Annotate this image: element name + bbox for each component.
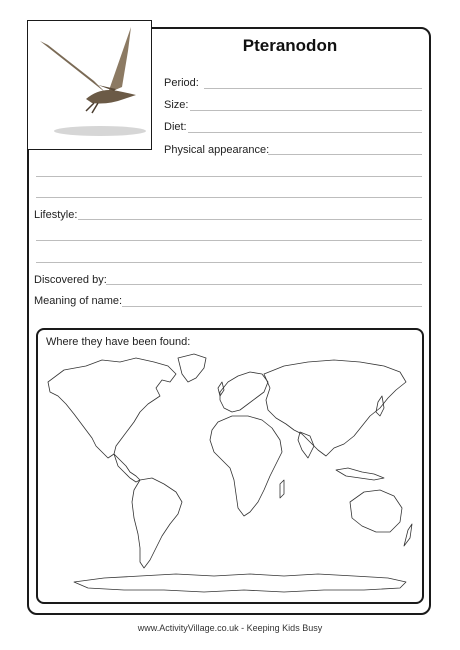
map-panel bbox=[36, 328, 424, 604]
britain-outline bbox=[218, 382, 224, 396]
discovered-by-line[interactable] bbox=[106, 284, 422, 285]
size-label: Size: bbox=[164, 99, 189, 111]
size-line[interactable] bbox=[190, 110, 422, 111]
period-line[interactable] bbox=[204, 88, 422, 89]
lifestyle-line[interactable] bbox=[78, 219, 422, 220]
right-wing-shape bbox=[108, 27, 131, 93]
left-wing-shape bbox=[40, 41, 106, 93]
period-label: Period: bbox=[164, 77, 199, 89]
africa-outline bbox=[210, 416, 282, 516]
physical-appearance-line-3[interactable] bbox=[36, 197, 422, 198]
meaning-of-name-line[interactable] bbox=[122, 306, 422, 307]
body-shape bbox=[86, 90, 136, 104]
map-label: Where they have been found: bbox=[46, 336, 191, 348]
australia-outline bbox=[350, 490, 402, 532]
footer-text: www.ActivityVillage.co.uk - Keeping Kids Busy bbox=[137, 623, 323, 633]
greenland-outline bbox=[178, 354, 206, 382]
lifestyle-label: Lifestyle: bbox=[34, 209, 78, 221]
india-outline bbox=[298, 432, 314, 458]
europe-outline bbox=[220, 372, 268, 412]
indonesia-outline bbox=[336, 468, 384, 480]
physical-appearance-label: Physical appearance: bbox=[164, 144, 270, 156]
world-map bbox=[44, 352, 416, 600]
japan-outline bbox=[376, 396, 384, 416]
legs-shape bbox=[86, 103, 98, 113]
asia-outline bbox=[264, 360, 406, 456]
new-zealand-outline bbox=[404, 524, 412, 546]
page-title: Pteranodon bbox=[242, 36, 338, 55]
diet-label: Diet: bbox=[164, 121, 187, 133]
discovered-by-label: Discovered by: bbox=[34, 274, 107, 286]
meaning-of-name-label: Meaning of name: bbox=[34, 295, 123, 307]
shadow-shape bbox=[54, 126, 146, 136]
madagascar-outline bbox=[280, 480, 284, 498]
central-america-outline bbox=[114, 454, 140, 482]
diet-line[interactable] bbox=[188, 132, 422, 133]
physical-appearance-line[interactable] bbox=[268, 154, 422, 155]
antarctica-outline bbox=[74, 574, 406, 592]
north-america-outline bbox=[48, 358, 176, 458]
physical-appearance-line-2[interactable] bbox=[36, 176, 422, 177]
south-america-outline bbox=[132, 478, 182, 568]
pteranodon-illustration bbox=[28, 21, 150, 148]
dinosaur-picture bbox=[27, 20, 152, 150]
lifestyle-line-3[interactable] bbox=[36, 262, 422, 263]
lifestyle-line-2[interactable] bbox=[36, 240, 422, 241]
